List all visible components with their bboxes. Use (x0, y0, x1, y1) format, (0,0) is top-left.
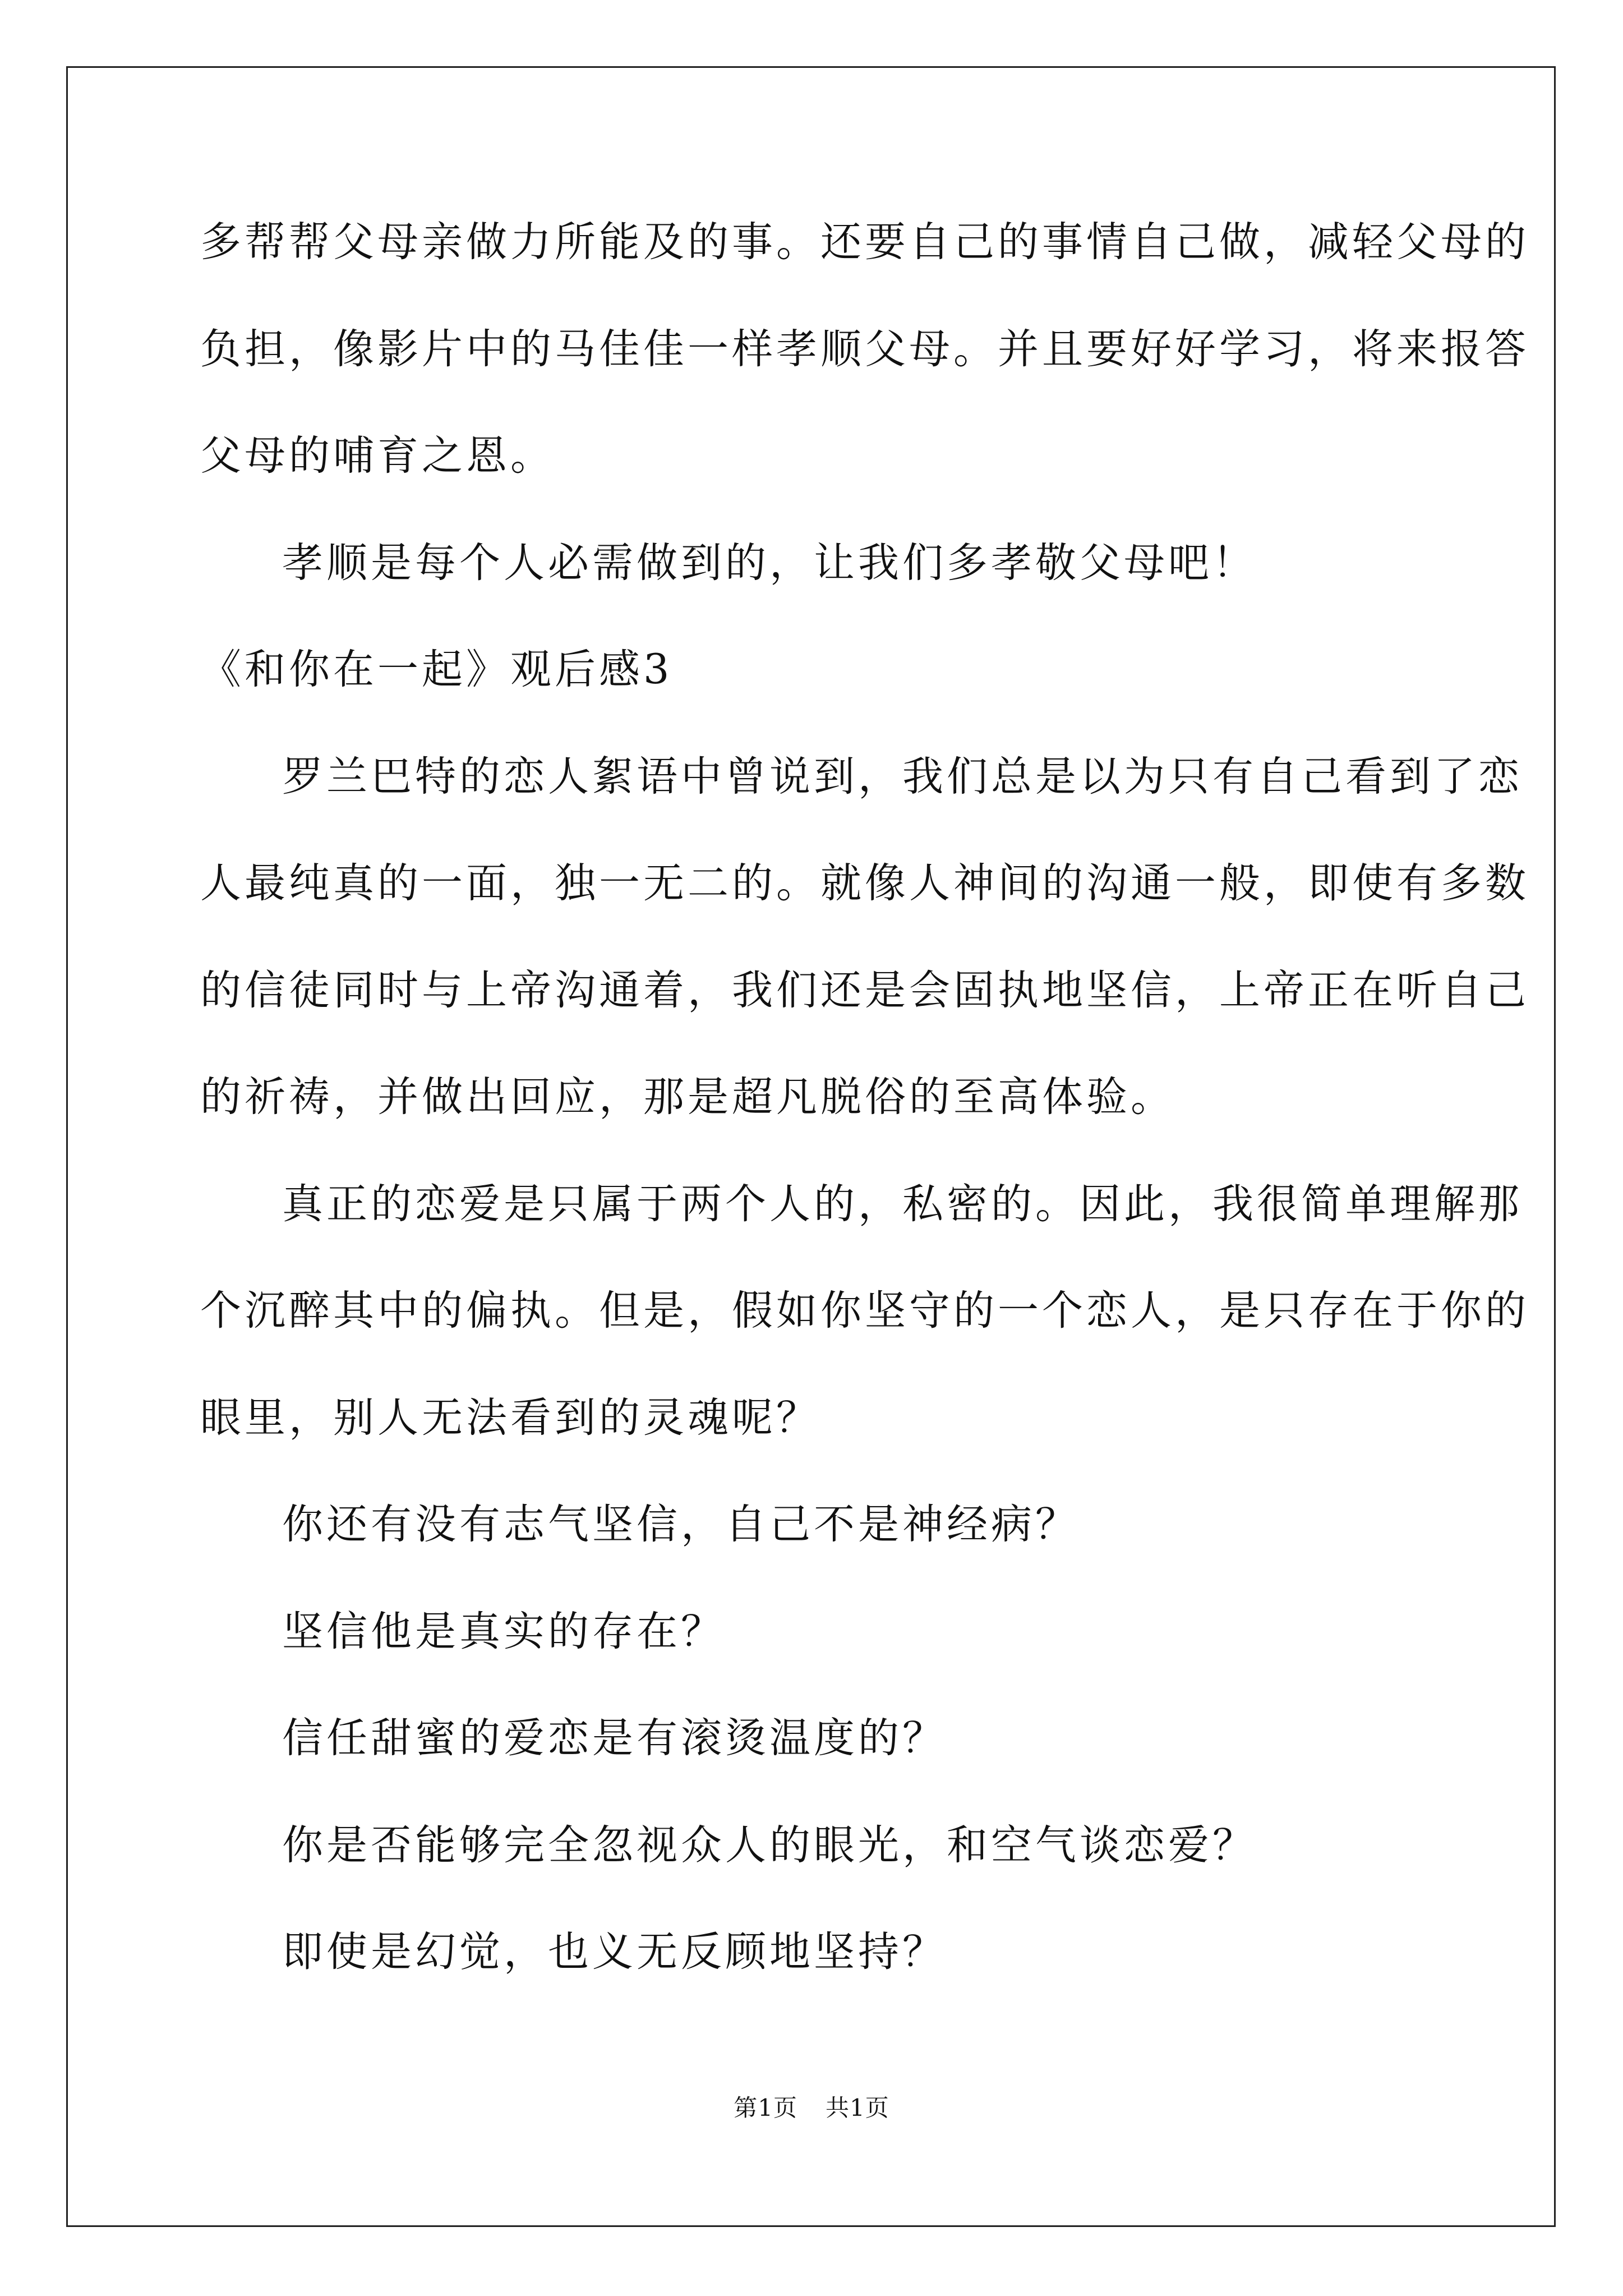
paragraph-line: 你是否能够完全忽视众人的眼光，和空气谈恋爱？ (282, 1821, 1257, 1869)
body-text-line: 多帮帮父母亲做力所能及的事。还要自己的事情自己做，减轻父母的 (200, 218, 1529, 266)
paragraph-line: 坚信他是真实的存在？ (282, 1608, 725, 1655)
body-text-line: 父母的哺育之恩。 (200, 432, 555, 480)
section-heading: 《和你在一起》观后感3 (200, 646, 673, 693)
page-number: 第1页 (734, 2094, 797, 2122)
paragraph-line: 信任甜蜜的爱恋是有滚烫温度的？ (282, 1714, 947, 1762)
paragraph-line: 罗兰巴特的恋人絮语中曾说到，我们总是以为只有自己看到了恋 (282, 753, 1523, 800)
paragraph-line: 孝顺是每个人必需做到的，让我们多孝敬父母吧！ (282, 539, 1257, 587)
page-total: 共1页 (826, 2094, 889, 2122)
paragraph-line: 即使是幻觉，也义无反顾地坚持？ (282, 1928, 947, 1976)
body-text-line: 眼里，别人无法看到的灵魂呢？ (200, 1394, 820, 1442)
body-text-line: 人最纯真的一面，独一无二的。就像人神间的沟通一般，即使有多数 (200, 859, 1529, 907)
paragraph-line: 真正的恋爱是只属于两个人的，私密的。因此，我很简单理解那 (282, 1180, 1523, 1228)
body-text-line: 的祈祷，并做出回应，那是超凡脱俗的至高体验。 (200, 1073, 1175, 1121)
body-text-line: 的信徒同时与上帝沟通着，我们还是会固执地坚信，上帝正在听自己 (200, 967, 1529, 1014)
page-footer (0, 2091, 1623, 2125)
body-text-line: 负担，像影片中的马佳佳一样孝顺父母。并且要好好学习，将来报答 (200, 325, 1529, 373)
page-border (66, 66, 1556, 2227)
paragraph-line: 你还有没有志气坚信，自己不是神经病？ (282, 1501, 1080, 1548)
body-text-line: 个沉醉其中的偏执。但是，假如你坚守的一个恋人，是只存在于你的 (200, 1287, 1529, 1335)
